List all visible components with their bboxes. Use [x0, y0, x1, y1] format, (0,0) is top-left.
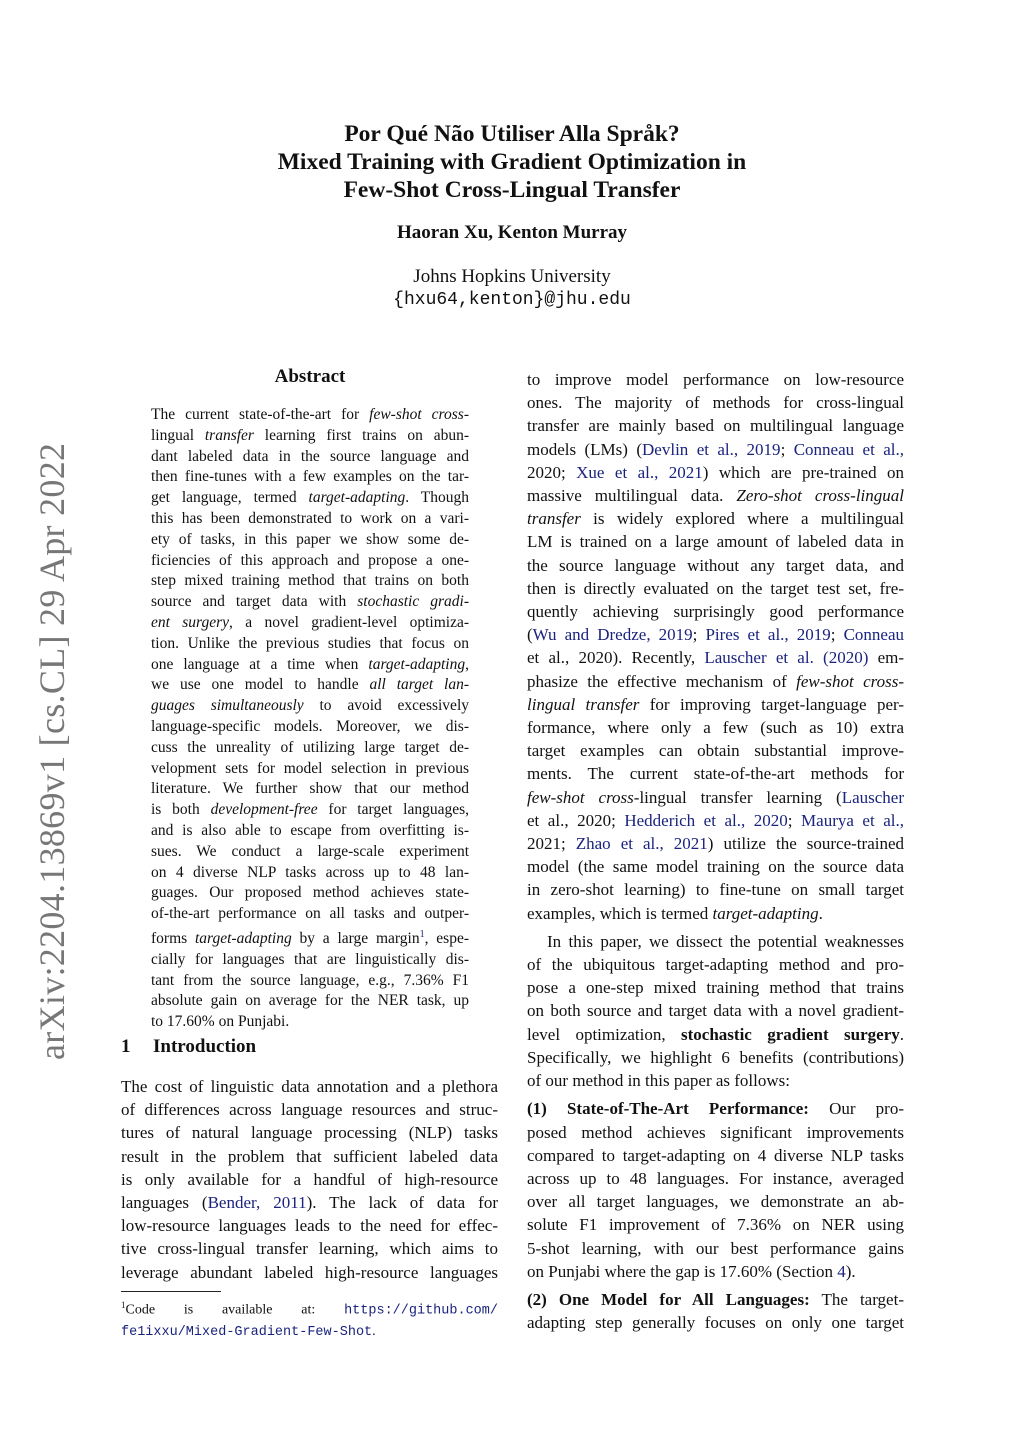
intro-line: is only available for a handful of high-resource	[121, 1169, 498, 1189]
introduction-body	[121, 1075, 498, 1284]
intro-line: leverage abundant labeled high-resource languages	[121, 1262, 498, 1282]
right-line: ones. The majority of methods for cross-lingual	[527, 393, 904, 413]
footnote-line	[121, 1295, 498, 1322]
abstract-body	[151, 405, 469, 1033]
right-line: (2) One Model for All Languages: The target-	[527, 1289, 904, 1309]
right-line: 5-shot learning, with our best performance gains	[527, 1238, 904, 1258]
abstract-line: forms target-adapting by a large margin$^1$, espe-	[151, 928, 470, 948]
right-line: solute F1 improvement of 7.36% on NER using	[527, 1215, 904, 1235]
abstract-line: is both development-free for target languages,	[151, 801, 469, 819]
abstract-line: source and target data with stochastic gradi-	[151, 593, 469, 611]
abstract-line: and is also able to escape from overfitting is-	[151, 821, 469, 839]
abstract-line: of-the-art performance on all tasks and outper-	[151, 905, 469, 923]
abstract-line: cially for languages that are linguistically dis-	[151, 950, 469, 968]
footnote	[121, 1295, 498, 1343]
intro-line: result in the problem that sufficient labeled data	[121, 1146, 498, 1166]
footnote-mark: 1	[121, 1300, 126, 1310]
right-line: on both source and target data with a novel gradient-	[527, 1001, 904, 1021]
abstract-line: get language, termed target-adapting. Though	[151, 489, 469, 507]
abstract-line: tant from the source language, e.g., 7.36% F1	[151, 971, 469, 989]
right-line: of the ubiquitous target-adapting method and pro-	[527, 955, 904, 975]
authors: Haoran Xu, Kenton Murray	[396, 222, 628, 243]
intro-line: The cost of linguistic data annotation and a plethora	[121, 1077, 498, 1096]
right-line: in zero-shot learning) to fine-tune on small target	[527, 880, 904, 900]
right-line: quently achieving surprisingly good performance	[527, 602, 904, 622]
title-line: Few-Shot Cross-Lingual Transfer	[343, 177, 681, 203]
arxiv-stamp: arXiv:2204.13869v1 [cs.CL] 29 Apr 2022	[32, 442, 72, 1060]
right-line: the source language without any target data, and	[527, 555, 904, 575]
abstract-line: guages simultaneously to avoid excessively	[151, 697, 469, 715]
abstract-line: literature. We further show that our method	[151, 780, 469, 798]
footnote-link[interactable]: https://github.com/	[344, 1303, 498, 1319]
intro-line: languages (Bender, 2011). The lack of data for	[121, 1193, 498, 1213]
right-line: 2021; Zhao et al., 2021) utilize the source-trained	[527, 834, 905, 854]
right-line: lingual transfer for improving target-language per-	[527, 694, 904, 714]
right-line: ments. The current state-of-the-art methods for	[527, 764, 904, 784]
right-line: to improve model performance on low-resource	[527, 370, 904, 389]
right-line: of our method in this paper as follows:	[527, 1071, 790, 1091]
abstract-line: one language at a time when target-adapting,	[151, 655, 469, 673]
title-line: Mixed Training with Gradient Optimization in	[277, 149, 747, 175]
right-line: pose a one-step mixed training method that trains	[527, 978, 904, 998]
right-line: transfer are mainly based on multilingual language	[527, 416, 904, 436]
right-line: model (the same model training on the source data	[527, 857, 904, 877]
abstract-line: dant labeled data in the source language and	[151, 447, 469, 465]
right-line: In this paper, we dissect the potential weaknesses	[547, 931, 904, 951]
abstract-line: we use one model to handle all target lan-	[151, 676, 469, 694]
abstract-line: guages. Our proposed method achieves state-	[151, 884, 469, 902]
right-column-body	[527, 368, 904, 1334]
abstract-line: on 4 diverse NLP tasks across up to 48 lan-	[151, 863, 469, 881]
footnote-rule	[121, 1291, 221, 1292]
right-line: across up to 48 languages. For instance, averaged	[527, 1168, 904, 1188]
right-line: adapting step generally focuses on only one target	[527, 1313, 904, 1333]
abstract-line: ety of tasks, in this paper we show some de-	[151, 530, 469, 548]
intro-line: low-resource languages leads to the need for effec-	[121, 1216, 498, 1236]
right-line: LM is trained on a large amount of labeled data in	[527, 532, 904, 552]
right-line: on Punjabi where the gap is 17.60% (Section 4).	[527, 1261, 856, 1281]
right-line: then is directly evaluated on the target test set, fre-	[527, 578, 904, 598]
section-number: 1	[121, 1036, 131, 1057]
intro-line: tive cross-lingual transfer learning, which aims to	[121, 1239, 498, 1259]
right-line: 2020; Xue et al., 2021) which are pre-trained on	[527, 462, 904, 482]
abstract-line: The current state-of-the-art for few-shot cross-	[151, 406, 469, 423]
right-line: massive multilingual data. Zero-shot cross-lingual	[527, 486, 904, 506]
right-line: level optimization, stochastic gradient surgery.	[527, 1024, 904, 1044]
abstract-line: to 17.60% on Punjabi.	[151, 1013, 290, 1031]
section-heading-introduction	[121, 1036, 256, 1058]
right-line: (Wu and Dredze, 2019; Pires et al., 2019; Conneau	[527, 625, 904, 645]
paper-title	[0, 120, 1024, 204]
right-line: posed method achieves significant improvements	[527, 1122, 904, 1142]
right-line: over all target languages, we demonstrate an ab-	[527, 1192, 904, 1212]
right-line: transfer is widely explored where a multilingual	[527, 509, 904, 529]
abstract-line: tion. Unlike the previous studies that focus on	[151, 634, 469, 652]
intro-line: of differences across language resources and struc-	[121, 1100, 498, 1120]
right-line: et al., 2020; Hedderich et al., 2020; Maurya et al.,	[527, 810, 904, 830]
abstract-line: velopment sets for model selection in previous	[151, 759, 469, 777]
abstract-line: step mixed training method that trains on both	[151, 572, 469, 590]
right-line: et al., 2020). Recently, Lauscher et al. (2020) em-	[527, 648, 904, 668]
abstract-heading: Abstract	[274, 366, 346, 387]
right-line: phasize the effective mechanism of few-shot cross-	[527, 671, 904, 691]
abstract-line: sues. We conduct a large-scale experiment	[151, 842, 469, 860]
abstract-line: absolute gain on average for the NER task, up	[151, 992, 469, 1010]
abstract-line: language-specific models. Moreover, we dis-	[151, 717, 469, 735]
abstract-line: lingual transfer learning first trains on abun-	[151, 426, 469, 444]
abstract-line: ent surgery, a novel gradient-level optimiza-	[151, 613, 470, 631]
section-title: Introduction	[153, 1036, 257, 1057]
affiliation: Johns Hopkins University	[413, 266, 611, 287]
email: {hxu64,kenton}@jhu.edu	[393, 290, 631, 310]
abstract-line: then fine-tunes with a few examples on the tar-	[151, 468, 469, 486]
right-line: Specifically, we highlight 6 benefits (contributions)	[527, 1047, 904, 1067]
abstract-line: cuss the unreality of utilizing large target de-	[151, 738, 469, 756]
right-line: (1) State-of-The-Art Performance: Our pro-	[527, 1099, 904, 1119]
footnote-line: fe1ixxu/Mixed-Gradient-Few-Shot.	[121, 1323, 376, 1340]
abstract-line: this has been demonstrated to work on a vari-	[151, 509, 469, 527]
right-line: formance, where only a few (such as 10) extra	[527, 718, 904, 738]
right-line: models (LMs) (Devlin et al., 2019; Conneau et al.,	[527, 439, 904, 459]
footnote-text: Code is available at:	[125, 1302, 316, 1318]
right-line: examples, which is termed target-adapting.	[527, 903, 823, 923]
footnote-link[interactable]: fe1ixxu/Mixed-Gradient-Few-Shot	[121, 1324, 373, 1340]
right-line: compared to target-adapting on 4 diverse NLP tasks	[527, 1145, 904, 1165]
title-line: Por Qué Não Utiliser Alla Språk?	[344, 121, 680, 147]
intro-line: tures of natural language processing (NLP) tasks	[121, 1123, 498, 1143]
right-line: target examples can obtain substantial improve-	[527, 741, 904, 761]
right-line: few-shot cross-lingual transfer learning (Lauscher	[527, 787, 904, 807]
abstract-line: ficiencies of this approach and propose a one-	[151, 551, 469, 569]
